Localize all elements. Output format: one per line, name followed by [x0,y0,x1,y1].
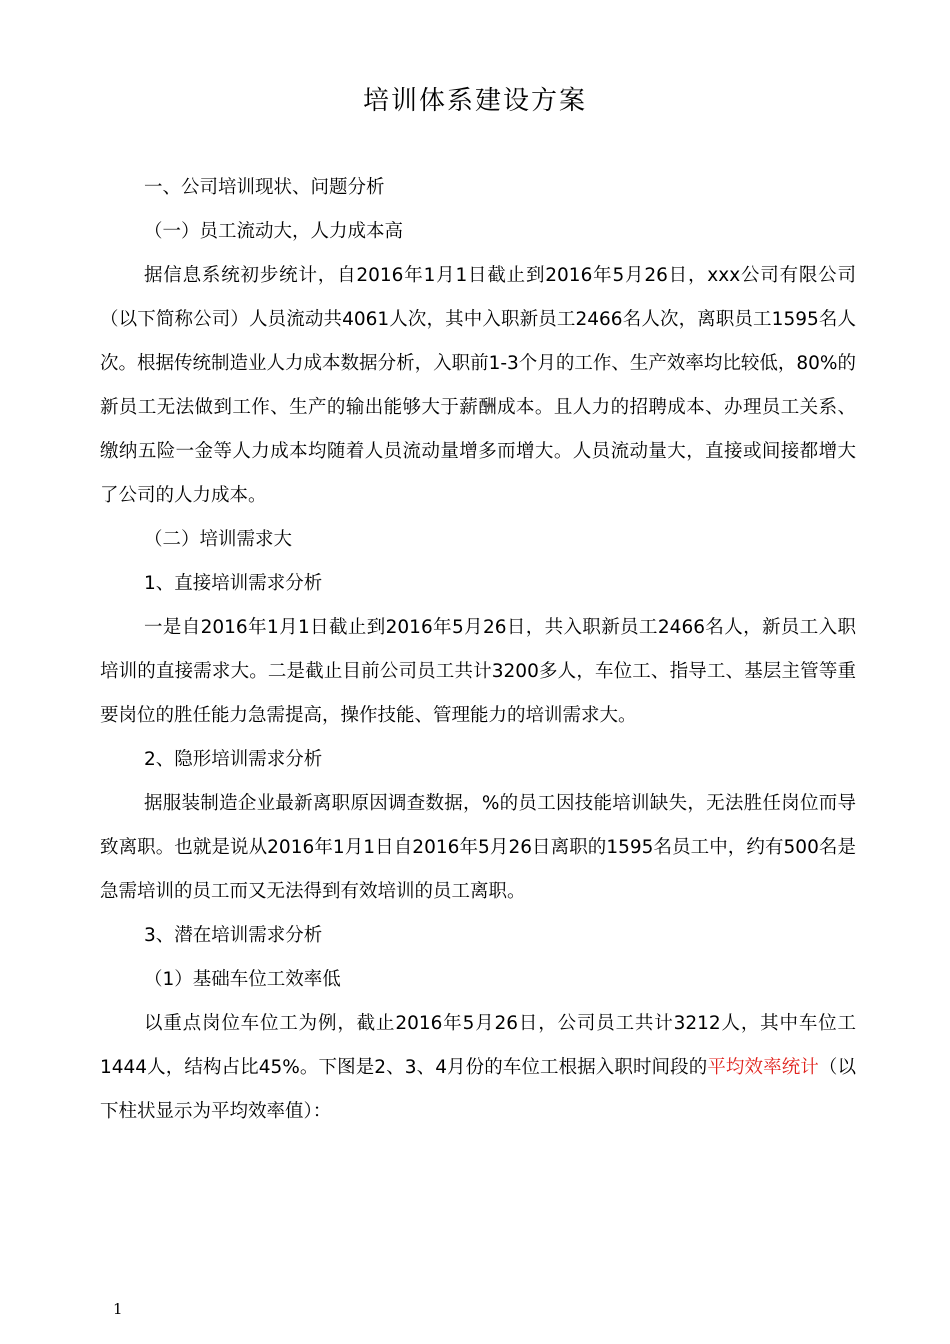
paragraph: 据信息系统初步统计，自2016年1月1日截止到2016年5月26日，xxx公司有限公司（以下简称公司）人员流动共4061人次，其中入职新员工2466名人次，离职员工1595名人次。根据传统制造业人力成本数据分析，入职前1-3个月的工作、生产效率均比较低，80%的新员工无法做到工作、生产的输出能够大于薪酬成本。且人力的招聘成本、办理员工关系、缴纳五险一金等人力成本均随着人员流动量增多而增大。人员流动量大，直接或间接都增大了公司的人力成本。 [100,265,856,506]
paragraph-text: （以下柱状显示为平均效率值）： [100,1057,856,1122]
paragraph-text: 以重点岗位车位工为例，截止2016年5月26日，公司员工共计3212人，其中车位工1444人，结构占比45%。下图是2、3、4月份的车位工根据入职时间段的 [100,1013,856,1078]
highlighted-text: 平均效率统计 [707,1057,819,1078]
paragraph [100,1002,856,1134]
paragraph: 一是自2016年1月1日截止到2016年5月26日，共入职新员工2466名人，新员工入职培训的直接需求大。二是截止目前公司员工共计3200多人，车位工、指导工、基层主管等重要岗位的胜任能力急需提高，操作技能、管理能力的培训需求大。 [100,617,856,726]
document-body [100,166,856,1134]
subsection-heading: （一）员工流动大，人力成本高 [144,221,404,242]
item-heading: 3、潜在培训需求分析 [144,925,323,946]
subsection-heading: （二）培训需求大 [144,529,293,550]
page-title: 培训体系建设方案 [362,86,587,116]
item-heading: 1、直接培训需求分析 [144,573,323,594]
section-heading: 一、公司培训现状、问题分析 [144,177,385,198]
page-number: 1 [113,1300,123,1318]
paragraph: 据服装制造企业最新离职原因调查数据，%的员工因技能培训缺失，无法胜任岗位而导致离职。也就是说从2016年1月1日自2016年5月26日离职的1595名员工中，约有500名是急需培训的员工而又无法得到有效培训的员工离职。 [100,793,856,902]
item-heading: 2、隐形培训需求分析 [144,749,323,770]
sub-item-heading: （1）基础车位工效率低 [144,969,341,990]
